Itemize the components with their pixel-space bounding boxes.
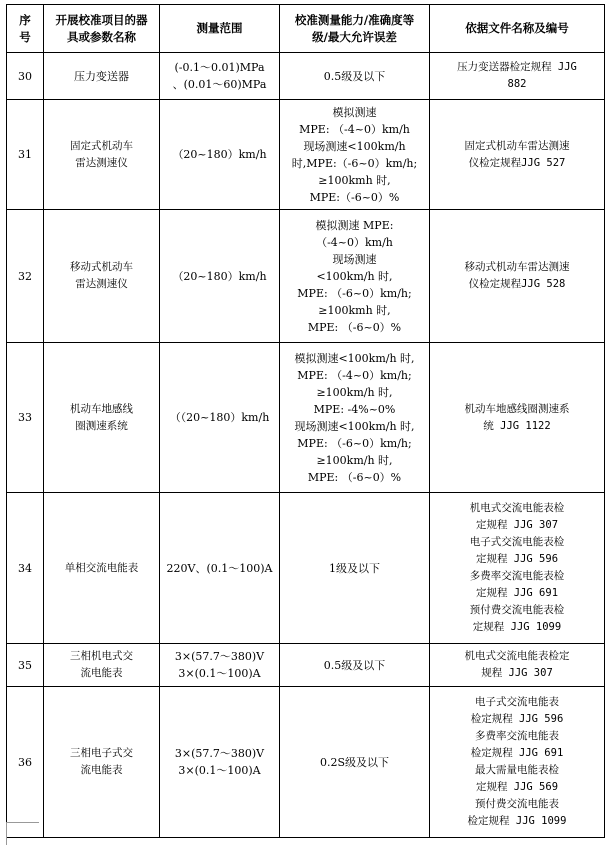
row-basis: 固定式机动车雷达测速 仪检定规程JJG 527 xyxy=(430,100,605,210)
header-name: 开展校准项目的器 具或参数名称 xyxy=(44,5,160,53)
row-name: 移动式机动车 雷达测速仪 xyxy=(44,210,160,343)
row-range: （20~180）km/h xyxy=(160,210,280,343)
page-corner-mark xyxy=(6,822,39,845)
row-range: 220V、(0.1～100)A xyxy=(160,493,280,644)
row-no: 32 xyxy=(7,210,44,343)
row-name: 三相机电式交 流电能表 xyxy=(44,644,160,687)
table-row xyxy=(7,644,605,687)
header-row xyxy=(7,5,605,53)
row-capability: 模拟测速 MPE: （-4~0）km/h 现场测速 <100km/h 时, MPE: （-6~0）km/h; ≥100kmh 时, MPE: （-6~0）% xyxy=(280,210,430,343)
row-name: 固定式机动车 雷达测速仪 xyxy=(44,100,160,210)
row-capability: 1级及以下 xyxy=(280,493,430,644)
header-range: 测量范围 xyxy=(160,5,280,53)
header-basis: 依据文件名称及编号 xyxy=(430,5,605,53)
table-row xyxy=(7,493,605,644)
row-no: 30 xyxy=(7,53,44,100)
row-range: 3×(57.7～380)V 3×(0.1～100)A xyxy=(160,687,280,838)
row-range: (-0.1～0.01)MPa 、(0.01～60)MPa xyxy=(160,53,280,100)
row-capability: 0.2S级及以下 xyxy=(280,687,430,838)
table-row xyxy=(7,687,605,838)
table-row xyxy=(7,210,605,343)
row-basis: 机电式交流电能表检定 规程 JJG 307 xyxy=(430,644,605,687)
row-range: （（20~180）km/h xyxy=(160,343,280,493)
row-capability: 模拟测速<100km/h 时, MPE: （-4~0）km/h; ≥100km/h 时, MPE: -4%~0% 现场测速<100km/h 时, MPE: （-6~0）km/h; ≥100km/h 时, MPE: （-6~0）% xyxy=(280,343,430,493)
row-basis: 机动车地感线圈测速系 统 JJG 1122 xyxy=(430,343,605,493)
table-row xyxy=(7,343,605,493)
row-name: 单相交流电能表 xyxy=(44,493,160,644)
table-row xyxy=(7,100,605,210)
table-row xyxy=(7,53,605,100)
row-range: （20~180）km/h xyxy=(160,100,280,210)
calibration-table xyxy=(6,4,605,838)
header-no: 序 号 xyxy=(7,5,44,53)
row-name: 压力变送器 xyxy=(44,53,160,100)
row-capability: 0.5级及以下 xyxy=(280,53,430,100)
row-no: 35 xyxy=(7,644,44,687)
row-no: 34 xyxy=(7,493,44,644)
row-name: 机动车地感线 圈测速系统 xyxy=(44,343,160,493)
row-range: 3×(57.7～380)V 3×(0.1～100)A xyxy=(160,644,280,687)
row-basis: 压力变送器检定规程 JJG 882 xyxy=(430,53,605,100)
row-basis: 机电式交流电能表检 定规程 JJG 307 电子式交流电能表检 定规程 JJG 596 多费率交流电能表检 定规程 JJG 691 预付费交流电能表检 定规程 JJG 1099 xyxy=(430,493,605,644)
row-basis: 移动式机动车雷达测速 仪检定规程JJG 528 xyxy=(430,210,605,343)
row-basis: 电子式交流电能表 检定规程 JJG 596 多费率交流电能表 检定规程 JJG 691 最大需量电能表检 定规程 JJG 569 预付费交流电能表 检定规程 JJG 1099 xyxy=(430,687,605,838)
row-capability: 0.5级及以下 xyxy=(280,644,430,687)
row-no: 33 xyxy=(7,343,44,493)
header-capability: 校准测量能力/准确度等 级/最大允许误差 xyxy=(280,5,430,53)
row-no: 36 xyxy=(7,687,44,838)
row-name: 三相电子式交 流电能表 xyxy=(44,687,160,838)
row-no: 31 xyxy=(7,100,44,210)
row-capability: 模拟测速 MPE: （-4~0）km/h 现场测速<100km/h 时,MPE:（-6~0）km/h; ≥100kmh 时, MPE:（-6~0）% xyxy=(280,100,430,210)
